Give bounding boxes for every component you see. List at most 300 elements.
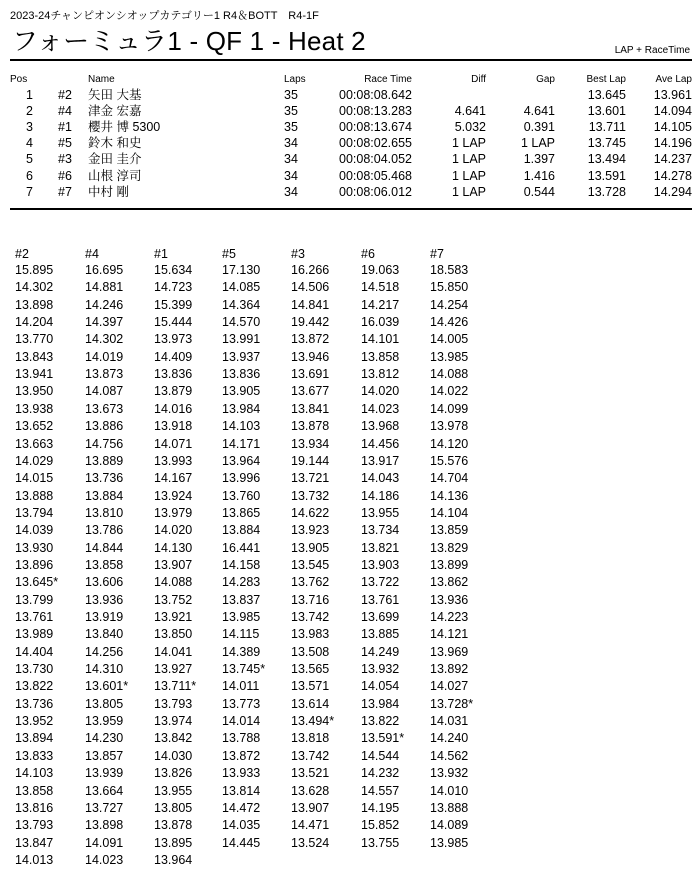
col-header-diff: Diff <box>471 74 486 85</box>
lap-time-cell: 13.888 <box>15 488 54 503</box>
result-diff: 4.641 <box>454 104 486 119</box>
result-laps: 35 <box>284 120 298 135</box>
col-header-best-lap: Best Lap <box>586 74 626 85</box>
lap-time-cell: 13.979 <box>154 505 193 520</box>
lap-time-cell: 13.919 <box>85 610 124 624</box>
lap-time-cell: 14.704 <box>430 471 469 486</box>
result-name: 中村 剛 <box>88 184 129 199</box>
lap-time-cell: 13.752 <box>154 592 193 607</box>
lap-time-cell: 13.822 <box>15 679 54 694</box>
lap-time-cell: 14.471 <box>291 818 330 833</box>
result-pos: 4 <box>26 136 33 151</box>
lap-time-cell: 16.039 <box>361 315 400 330</box>
lap-time-cell: 13.934 <box>291 436 330 451</box>
col-header-gap: Gap <box>536 74 555 85</box>
lap-row <box>0 731 700 746</box>
result-ave-lap: 14.294 <box>653 184 692 199</box>
lap-time-cell: 15.850 <box>430 280 469 295</box>
lap-row <box>0 627 700 642</box>
lap-col-header: #6 <box>361 247 375 261</box>
lap-time-cell: 13.762 <box>291 575 330 590</box>
page-title: フォーミュラ1 - QF 1 - Heat 2 <box>12 26 366 56</box>
lap-time-cell: 13.736 <box>15 696 54 711</box>
lap-row <box>0 263 700 278</box>
lap-row <box>0 350 700 365</box>
lap-row <box>0 697 700 712</box>
lap-time-cell: 14.031 <box>430 714 469 729</box>
lap-time-cell: 14.217 <box>361 297 400 312</box>
lap-time-cell: 13.805 <box>154 800 193 815</box>
lap-row <box>0 471 700 486</box>
result-row <box>0 104 700 119</box>
lap-time-cell: 13.677 <box>291 384 330 399</box>
lap-time-cell: 13.755 <box>361 835 400 850</box>
result-pos: 2 <box>26 104 33 119</box>
result-diff: 1 LAP <box>451 136 486 151</box>
lap-time-cell: 16.266 <box>291 263 330 277</box>
lap-row <box>0 784 700 799</box>
lap-time-cell: 13.812 <box>361 367 400 382</box>
lap-time-cell: 13.773 <box>222 696 261 711</box>
lap-time-cell: 14.570 <box>222 315 261 330</box>
lap-row <box>0 610 700 625</box>
lap-time-cell: 13.985 <box>222 610 261 624</box>
lap-time-cell: 13.761 <box>15 610 54 624</box>
report-mode-label: LAP + RaceTime <box>614 45 690 56</box>
lap-time-cell: 14.013 <box>15 852 54 867</box>
lap-time-cell: 13.699 <box>361 610 400 624</box>
result-laps: 34 <box>284 136 298 151</box>
result-best-lap: 13.728 <box>587 184 626 199</box>
lap-time-cell: 13.836 <box>154 367 193 382</box>
lap-col-header: #3 <box>291 247 305 261</box>
lap-time-cell: 14.085 <box>222 280 261 295</box>
lap-time-cell: 14.283 <box>222 575 261 590</box>
lap-row <box>0 384 700 399</box>
result-row <box>0 120 700 135</box>
lap-time-cell: 14.518 <box>361 280 400 295</box>
lap-time-cell: 13.865 <box>222 505 261 520</box>
result-diff: 1 LAP <box>451 168 486 183</box>
lap-row <box>0 489 700 504</box>
lap-time-cell: 14.409 <box>154 349 193 364</box>
lap-time-cell: 13.829 <box>430 540 469 555</box>
lap-time-cell: 14.015 <box>15 471 54 486</box>
lap-time-cell: 13.793 <box>15 818 54 833</box>
lap-time-cell: 14.254 <box>430 297 469 312</box>
lap-row <box>0 749 700 764</box>
lap-time-cell: 13.889 <box>85 453 124 468</box>
lap-time-cell: 13.760 <box>222 488 261 503</box>
result-diff: 5.032 <box>454 120 486 135</box>
result-ave-lap: 14.196 <box>653 136 692 151</box>
lap-time-cell: 13.673 <box>85 401 124 416</box>
lap-time-cell: 14.039 <box>15 523 54 538</box>
lap-time-cell: 13.886 <box>85 419 124 434</box>
result-best-lap: 13.645 <box>587 88 626 102</box>
result-number: #7 <box>58 184 72 199</box>
lap-time-cell: 14.246 <box>85 297 124 312</box>
lap-time-cell: 14.120 <box>430 436 469 451</box>
lap-row <box>0 836 700 851</box>
result-gap: 4.641 <box>523 104 555 119</box>
lap-time-cell: 13.932 <box>361 662 400 677</box>
lap-time-cell: 13.786 <box>85 523 124 538</box>
lap-time-cell: 14.223 <box>430 610 469 624</box>
lap-time-cell: 14.195 <box>361 800 400 815</box>
lap-time-cell: 14.023 <box>361 401 400 416</box>
lap-time-cell: 13.524 <box>291 835 330 850</box>
lap-time-cell: 13.872 <box>291 332 330 347</box>
lap-time-cell: 13.885 <box>361 627 400 642</box>
result-race-time: 00:08:08.642 <box>339 88 412 102</box>
result-laps: 34 <box>284 184 298 199</box>
lap-time-cell: 13.879 <box>154 384 193 399</box>
lap-time-cell: 13.898 <box>85 818 124 833</box>
result-laps: 35 <box>284 104 298 119</box>
result-best-lap: 13.601 <box>587 104 626 119</box>
lap-time-cell: 14.088 <box>154 575 193 590</box>
bottom-divider <box>10 208 692 210</box>
lap-time-cell: 13.858 <box>361 349 400 364</box>
result-number: #1 <box>58 120 72 135</box>
lap-time-cell: 14.310 <box>85 662 124 677</box>
lap-time-cell: 13.843 <box>15 349 54 364</box>
lap-time-cell: 15.634 <box>154 263 193 277</box>
result-diff: 1 LAP <box>451 152 486 167</box>
lap-time-cell: 14.027 <box>430 679 469 694</box>
lap-time-cell: 13.968 <box>361 419 400 434</box>
lap-time-cell: 13.494* <box>291 714 335 729</box>
lap-time-cell: 13.508 <box>291 644 330 659</box>
lap-time-cell: 19.144 <box>291 453 330 468</box>
lap-time-cell: 13.730 <box>15 662 54 677</box>
lap-time-cell: 14.020 <box>361 384 400 399</box>
lap-time-cell: 13.814 <box>222 783 261 798</box>
result-number: #5 <box>58 136 72 151</box>
lap-time-cell: 13.841 <box>291 401 330 416</box>
lap-time-cell: 13.833 <box>15 748 54 763</box>
result-race-time: 00:08:05.468 <box>339 168 412 183</box>
lap-time-cell: 14.397 <box>85 315 124 330</box>
lap-time-cell: 14.041 <box>154 644 193 659</box>
lap-time-cell: 13.927 <box>154 662 193 677</box>
lap-row <box>0 454 700 469</box>
lap-time-cell: 14.167 <box>154 471 193 486</box>
lap-time-cell: 13.932 <box>430 766 469 781</box>
lap-row <box>0 280 700 295</box>
lap-time-cell: 13.950 <box>15 384 54 399</box>
lap-time-cell: 14.011 <box>222 679 260 694</box>
lap-time-cell: 13.742 <box>291 748 330 763</box>
result-gap: 1.416 <box>523 168 555 183</box>
lap-time-cell: 13.628 <box>291 783 330 798</box>
lap-time-cell: 13.924 <box>154 488 193 503</box>
lap-time-cell: 13.878 <box>291 419 330 434</box>
lap-time-cell: 13.663 <box>15 436 54 451</box>
lap-time-cell: 14.054 <box>361 679 400 694</box>
lap-row <box>0 558 700 573</box>
lap-time-cell: 16.441 <box>222 540 261 555</box>
lap-time-cell: 13.985 <box>430 835 469 850</box>
lap-time-cell: 13.991 <box>222 332 261 347</box>
lap-row <box>0 593 700 608</box>
lap-time-cell: 13.691 <box>291 367 330 382</box>
lap-row <box>0 402 700 417</box>
lap-time-cell: 13.892 <box>430 662 469 677</box>
lap-time-cell: 14.023 <box>85 852 124 867</box>
lap-time-cell: 14.103 <box>15 766 54 781</box>
lap-time-cell: 13.857 <box>85 748 124 763</box>
lap-time-cell: 13.905 <box>222 384 261 399</box>
lap-time-cell: 14.071 <box>154 436 193 451</box>
lap-time-cell: 13.821 <box>361 540 400 555</box>
lap-time-cell: 13.805 <box>85 696 124 711</box>
lap-time-cell: 14.544 <box>361 748 400 763</box>
result-laps: 35 <box>284 88 298 102</box>
lap-time-cell: 14.088 <box>430 367 469 382</box>
lap-time-cell: 17.130 <box>222 263 261 277</box>
result-gap: 0.391 <box>523 120 555 135</box>
result-gap: 0.544 <box>523 184 555 199</box>
lap-time-cell: 14.104 <box>430 505 469 520</box>
lap-time-cell: 13.907 <box>291 800 330 815</box>
result-pos: 6 <box>26 168 33 183</box>
result-gap: 1 LAP <box>520 136 555 151</box>
lap-time-cell: 14.186 <box>361 488 400 503</box>
lap-time-cell: 13.734 <box>361 523 400 538</box>
lap-time-cell: 13.859 <box>430 523 469 538</box>
result-name: 鈴木 和史 <box>88 136 142 151</box>
lap-time-cell: 14.101 <box>361 332 400 347</box>
lap-time-cell: 13.645* <box>15 575 59 590</box>
result-row <box>0 152 700 167</box>
lap-row <box>0 801 700 816</box>
result-row <box>0 88 700 103</box>
lap-time-cell: 14.506 <box>291 280 330 295</box>
lap-time-cell: 14.232 <box>361 766 400 781</box>
lap-row <box>0 714 700 729</box>
lap-time-cell: 14.426 <box>430 315 469 330</box>
lap-time-cell: 13.938 <box>15 401 54 416</box>
result-name: 金田 圭介 <box>88 152 142 167</box>
result-best-lap: 13.494 <box>587 152 626 167</box>
lap-time-cell: 14.230 <box>85 731 124 746</box>
lap-time-cell: 13.921 <box>154 610 193 624</box>
lap-time-cell: 13.933 <box>222 766 261 781</box>
lap-time-cell: 13.816 <box>15 800 54 815</box>
lap-time-cell: 14.030 <box>154 748 193 763</box>
lap-time-cell: 13.917 <box>361 453 400 468</box>
result-row <box>0 136 700 151</box>
lap-row <box>0 853 700 868</box>
lap-time-cell: 14.302 <box>85 332 124 347</box>
lap-time-cell: 13.899 <box>430 557 469 572</box>
lap-time-cell: 13.952 <box>15 714 54 729</box>
lap-time-cell: 13.858 <box>85 557 124 572</box>
result-laps: 34 <box>284 168 298 183</box>
results-header-row <box>0 72 700 87</box>
result-best-lap: 13.711 <box>588 120 626 135</box>
lap-time-cell: 14.472 <box>222 800 261 815</box>
lap-time-cell: 13.742 <box>291 610 330 624</box>
result-ave-lap: 13.961 <box>653 88 692 102</box>
lap-time-cell: 14.622 <box>291 505 330 520</box>
lap-time-cell: 14.016 <box>154 401 193 416</box>
lap-row <box>0 367 700 382</box>
result-race-time: 00:08:04.052 <box>339 152 412 167</box>
lap-time-cell: 13.983 <box>291 627 330 642</box>
lap-time-cell: 13.903 <box>361 557 400 572</box>
lap-col-header: #5 <box>222 247 236 261</box>
lap-time-cell: 13.745* <box>222 662 266 677</box>
lap-time-cell: 13.601* <box>85 679 129 694</box>
result-number: #4 <box>58 104 72 119</box>
lap-time-cell: 13.984 <box>222 401 261 416</box>
lap-time-cell: 13.794 <box>15 505 54 520</box>
lap-time-cell: 14.121 <box>430 627 469 642</box>
lap-row <box>0 506 700 521</box>
lap-time-cell: 14.364 <box>222 297 261 312</box>
result-race-time: 00:08:06.012 <box>339 184 412 199</box>
series-subtitle: 2023-24チャンピオンシオップカテゴリー1 R4＆BOTT R4-1F <box>10 10 319 22</box>
col-header-laps: Laps <box>284 74 306 85</box>
lap-time-cell: 13.907 <box>154 557 193 572</box>
lap-time-cell: 13.946 <box>291 349 330 364</box>
lap-row <box>0 575 700 590</box>
result-row <box>0 169 700 184</box>
lap-time-cell: 13.884 <box>85 488 124 503</box>
result-laps: 34 <box>284 152 298 167</box>
lap-time-cell: 13.936 <box>85 592 124 607</box>
lap-row <box>0 645 700 660</box>
lap-time-cell: 13.826 <box>154 766 193 781</box>
lap-times-header-row <box>0 247 700 262</box>
lap-time-cell: 13.571 <box>291 679 330 694</box>
lap-time-cell: 13.888 <box>430 800 469 815</box>
lap-time-cell: 13.722 <box>361 575 400 590</box>
lap-row <box>0 437 700 452</box>
result-pos: 1 <box>26 88 33 102</box>
result-best-lap: 13.591 <box>587 168 626 183</box>
lap-time-cell: 13.974 <box>154 714 193 729</box>
lap-time-cell: 14.445 <box>222 835 261 850</box>
result-row <box>0 185 700 200</box>
lap-time-cell: 14.562 <box>430 748 469 763</box>
lap-time-cell: 13.721 <box>291 471 330 486</box>
result-name: 櫻井 博 5300 <box>88 120 161 135</box>
lap-time-cell: 13.591* <box>361 731 405 746</box>
lap-time-cell: 14.249 <box>361 644 400 659</box>
lap-time-cell: 15.895 <box>15 263 54 277</box>
lap-time-cell: 14.020 <box>154 523 193 538</box>
lap-time-cell: 13.664 <box>85 783 124 798</box>
lap-time-cell: 13.959 <box>85 714 124 729</box>
lap-time-cell: 14.302 <box>15 280 54 295</box>
lap-time-cell: 13.837 <box>222 592 261 607</box>
lap-time-cell: 13.936 <box>430 592 469 607</box>
result-gap: 1.397 <box>523 152 555 167</box>
lap-time-cell: 13.818 <box>291 731 330 746</box>
lap-col-header: #2 <box>15 247 29 261</box>
lap-time-cell: 13.727 <box>85 800 124 815</box>
lap-row <box>0 523 700 538</box>
lap-time-cell: 13.810 <box>85 505 124 520</box>
lap-time-cell: 14.103 <box>222 419 261 434</box>
lap-time-cell: 13.973 <box>154 332 193 347</box>
lap-time-cell: 13.923 <box>291 523 330 538</box>
result-pos: 5 <box>26 152 33 167</box>
lap-time-cell: 13.955 <box>154 783 193 798</box>
lap-time-cell: 14.240 <box>430 731 469 746</box>
lap-time-cell: 14.171 <box>222 436 261 451</box>
lap-time-cell: 14.087 <box>85 384 124 399</box>
lap-time-cell: 14.557 <box>361 783 400 798</box>
lap-col-header: #7 <box>430 247 444 261</box>
result-ave-lap: 14.278 <box>653 168 692 183</box>
lap-time-cell: 13.793 <box>154 696 193 711</box>
lap-time-cell: 13.732 <box>291 488 330 503</box>
lap-time-cell: 13.850 <box>154 627 193 642</box>
lap-time-cell: 13.614 <box>291 696 330 711</box>
result-ave-lap: 14.105 <box>653 120 692 135</box>
lap-time-cell: 14.158 <box>222 557 261 572</box>
lap-time-cell: 13.858 <box>15 783 54 798</box>
lap-time-cell: 13.964 <box>222 453 261 468</box>
lap-time-cell: 14.022 <box>430 384 469 399</box>
lap-time-cell: 14.204 <box>15 315 54 330</box>
col-header-race-time: Race Time <box>364 74 412 85</box>
lap-time-cell: 13.895 <box>154 835 193 850</box>
lap-time-cell: 13.822 <box>361 714 400 729</box>
lap-time-cell: 13.521 <box>291 766 330 781</box>
lap-col-header: #1 <box>154 247 168 261</box>
col-header-name: Name <box>88 74 115 85</box>
lap-time-cell: 14.841 <box>291 297 330 312</box>
lap-time-cell: 13.878 <box>154 818 193 833</box>
lap-time-cell: 13.939 <box>85 766 124 781</box>
lap-time-cell: 16.695 <box>85 263 124 277</box>
result-name: 山根 淳司 <box>88 168 142 183</box>
result-best-lap: 13.745 <box>587 136 626 151</box>
lap-time-cell: 14.029 <box>15 453 54 468</box>
lap-time-cell: 15.444 <box>154 315 193 330</box>
result-number: #6 <box>58 168 72 183</box>
lap-time-cell: 13.545 <box>291 557 330 572</box>
result-number: #2 <box>58 88 72 102</box>
lap-time-cell: 13.964 <box>154 852 193 867</box>
lap-time-cell: 14.115 <box>222 627 260 642</box>
lap-time-cell: 14.136 <box>430 488 469 503</box>
lap-time-cell: 14.756 <box>85 436 124 451</box>
col-header-ave-lap: Ave Lap <box>655 74 692 85</box>
lap-time-cell: 13.955 <box>361 505 400 520</box>
lap-time-cell: 13.606 <box>85 575 124 590</box>
lap-time-cell: 13.842 <box>154 731 193 746</box>
lap-time-cell: 14.019 <box>85 349 124 364</box>
lap-time-cell: 19.063 <box>361 263 400 277</box>
lap-time-cell: 13.978 <box>430 419 469 434</box>
lap-time-cell: 13.728* <box>430 696 474 711</box>
lap-time-cell: 14.089 <box>430 818 469 833</box>
lap-time-cell: 13.736 <box>85 471 124 486</box>
lap-time-cell: 13.993 <box>154 453 193 468</box>
lap-time-cell: 13.872 <box>222 748 261 763</box>
lap-time-cell: 13.937 <box>222 349 261 364</box>
lap-time-cell: 13.711* <box>154 679 197 694</box>
lap-time-cell: 13.930 <box>15 540 54 555</box>
lap-time-cell: 13.847 <box>15 835 54 850</box>
